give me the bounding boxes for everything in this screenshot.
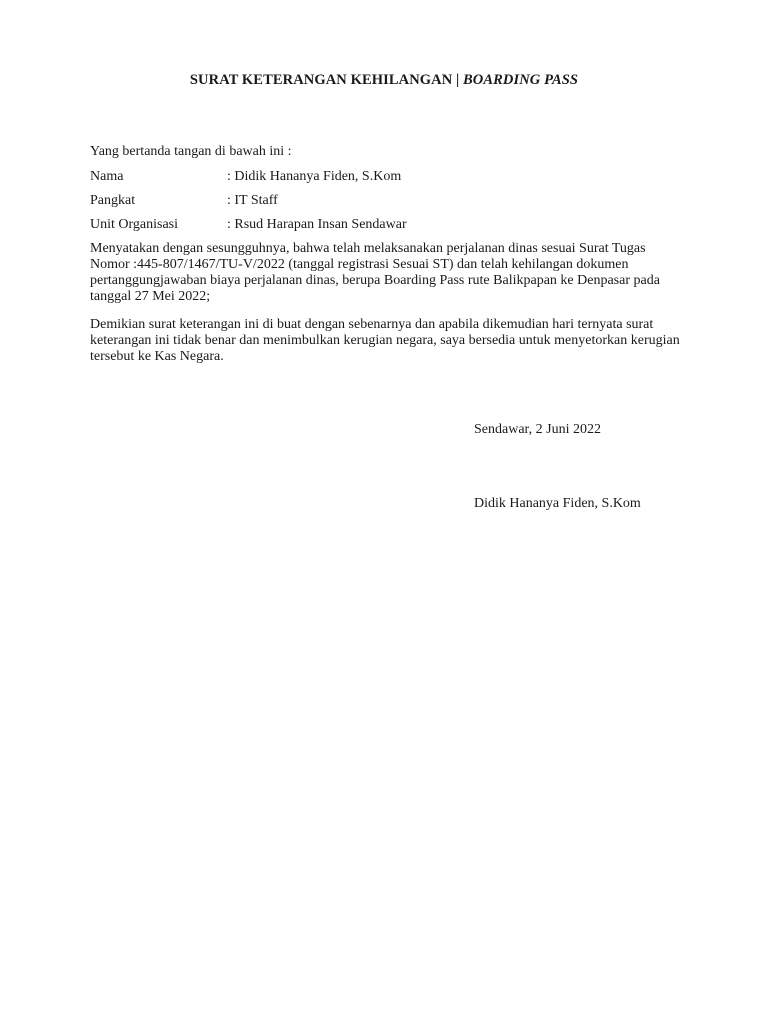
place-and-date: Sendawar, 2 Juni 2022 [474, 422, 601, 437]
document-title [0, 72, 768, 89]
field-value-unit-organisasi: : Rsud Harapan Insan Sendawar [227, 217, 407, 232]
field-label-unit-organisasi: Unit Organisasi [90, 217, 179, 232]
title-main-text: SURAT KETERANGAN KEHILANGAN | [189, 72, 464, 88]
field-label-nama: Nama [90, 169, 124, 184]
field-row-nama [90, 169, 401, 185]
field-value-pangkat: : IT Staff [227, 193, 278, 208]
closing-paragraph: Demikian surat keterangan ini di buat dengan sebenarnya dan apabila dikemudian hari ternyata surat keterangan ini tidak benar dan menimbulkan kerugian negara, saya bersedia untuk menyetorkan kerugian tersebut ke Kas Negara. [90, 317, 680, 364]
field-row-pangkat [90, 193, 278, 209]
intro-statement: Yang bertanda tangan di bawah ini : [90, 144, 292, 159]
signer-name: Didik Hananya Fiden, S.Kom [474, 496, 641, 511]
field-label-pangkat: Pangkat [90, 193, 136, 208]
statement-paragraph: Menyatakan dengan sesungguhnya, bahwa telah melaksanakan perjalanan dinas sesuai Surat Tugas Nomor :445-807/1467/TU-V/2022 (tanggal registrasi Sesuai ST) dan telah kehilangan dokumen pertanggungjawaban biaya perjalanan dinas, berupa Boarding Pass rute Balikpapan ke Denpasar pada tanggal 27 Mei 2022; [90, 241, 660, 304]
field-row-unit-organisasi [90, 217, 407, 233]
title-emphasis-text: BOARDING PASS [463, 72, 579, 88]
field-value-nama: : Didik Hananya Fiden, S.Kom [227, 169, 402, 184]
